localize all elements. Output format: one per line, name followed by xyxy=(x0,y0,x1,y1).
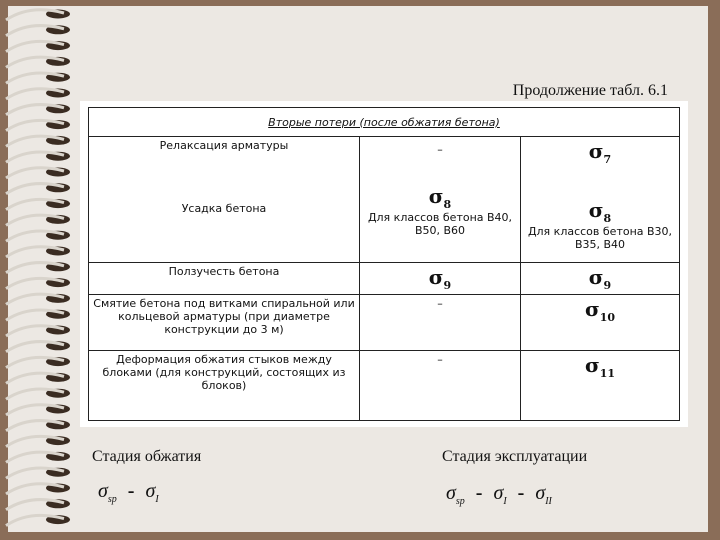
losses-table xyxy=(80,101,688,427)
table-header: Вторые потери (после обжатия бетона) xyxy=(89,108,680,137)
row-label: Смятие бетона под витками спиральной или кольцевой арматуры (при диаметре конструкции до 3 м) xyxy=(89,295,360,351)
sigma-symbol: $\sigma_8$ xyxy=(588,198,612,225)
row-label: Усадка бетона xyxy=(181,202,267,215)
row-label: Релаксация арматуры xyxy=(159,139,289,152)
row-relaxation-name xyxy=(89,137,360,263)
table-caption: Продолжение табл. 6.1 xyxy=(512,82,668,99)
sigma-symbol: $\sigma_9$ xyxy=(360,263,521,295)
stage-operation-label: Стадия эксплуатации xyxy=(442,448,588,465)
row-col2-cell xyxy=(360,137,521,263)
row-col3-cell xyxy=(521,137,680,263)
row-label: Ползучесть бетона xyxy=(89,263,360,295)
spiral-binding xyxy=(0,0,80,540)
class-note: Для классов бетона В40, В50, В60 xyxy=(367,211,513,237)
sigma-symbol: $\sigma_7$ xyxy=(588,139,612,166)
sigma-symbol: $\sigma_{10}$ xyxy=(521,295,680,351)
dash-value: – xyxy=(360,295,521,351)
operation-formula: $\sigma_{sp} - \sigma_I - \sigma_{II}$ xyxy=(446,482,552,507)
compression-formula: $\sigma_{sp} - \sigma_I$ xyxy=(98,480,159,505)
row-label: Деформация обжатия стыков между блоками (для конструкций, состоящих из блоков) xyxy=(89,351,360,421)
class-note: Для классов бетона В30, В35, В40 xyxy=(527,225,673,251)
dash-value: – xyxy=(437,143,443,156)
sigma-symbol: $\sigma_8$ xyxy=(428,184,452,211)
dash-value: – xyxy=(360,351,521,421)
sigma-symbol: $\sigma_{11}$ xyxy=(521,351,680,421)
stage-compression-label: Стадия обжатия xyxy=(92,448,202,465)
sigma-symbol: $\sigma_9$ xyxy=(521,263,680,295)
